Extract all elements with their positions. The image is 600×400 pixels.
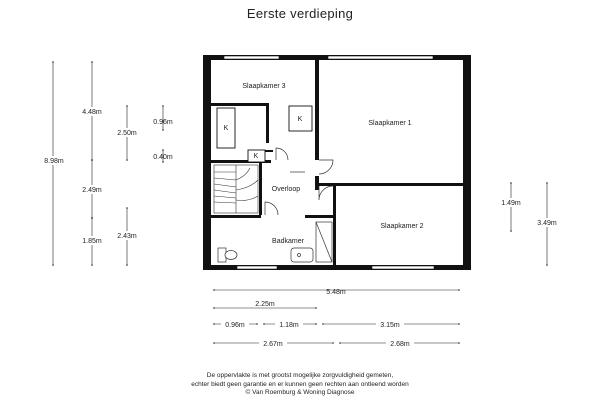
copyright-line: © Van Roemburg & Woning Diagnose: [245, 389, 355, 396]
disclaimer-line-1: De oppervlakte is met grootst mogelijke zorgvuldigheid gemeten,: [206, 372, 394, 379]
dim-mid-height: 2.49m: [82, 187, 102, 194]
cupboard-label-1: K: [297, 116, 303, 123]
cupboards: [217, 106, 312, 162]
disclaimer-line-2: echter biedt geen garantie en er kunnen geen rechten aan ontleend worden: [191, 380, 409, 388]
dim-badkamer-height: 2.43m: [117, 233, 137, 240]
dim-total-width: 5.48m: [326, 289, 346, 296]
dim-small-096: 0.96m: [153, 119, 173, 126]
cupboard-label-3: K: [253, 153, 259, 160]
dim-width-315: 3.15m: [380, 322, 400, 329]
dim-width-267: 2.67m: [263, 341, 283, 348]
dim-width-096: 0.96m: [225, 322, 245, 329]
doors: [265, 148, 333, 215]
dim-width-118: 1.18m: [279, 322, 299, 329]
room-slaapkamer-1: Slaapkamer 1: [368, 120, 412, 127]
room-overloop: Overloop: [271, 186, 301, 193]
dim-total-height: 8.98m: [44, 158, 64, 165]
staircase: [214, 165, 258, 213]
interior-walls: [211, 60, 463, 265]
disclaimer: [0, 372, 600, 398]
dim-width-268: 2.68m: [390, 341, 410, 348]
dim-right-149: 1.49m: [501, 200, 521, 207]
dim-small-040: 0.40m: [153, 154, 173, 161]
dim-slaapkamer3-height: 2.50m: [117, 130, 137, 137]
room-badkamer: Badkamer: [272, 238, 304, 245]
room-slaapkamer-3: Slaapkamer 3: [242, 83, 286, 90]
dim-upper-height: 4.48m: [82, 109, 102, 116]
top-windows: [224, 56, 433, 59]
cupboard-label-2: K: [223, 125, 229, 132]
room-slaapkamer-2: Slaapkamer 2: [380, 223, 424, 230]
dim-width-225: 2.25m: [255, 301, 275, 308]
dim-right-349: 3.49m: [537, 220, 557, 227]
horizontal-dimensions: [214, 290, 459, 343]
dim-lower-height: 1.85m: [82, 238, 102, 245]
floor-title: Eerste verdieping: [246, 6, 354, 21]
